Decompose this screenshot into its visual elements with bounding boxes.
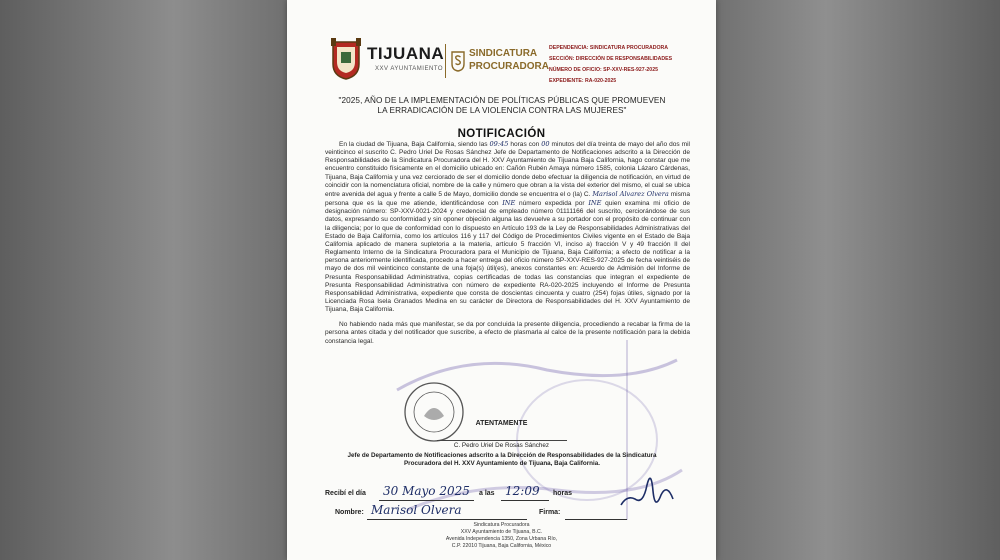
firma-label: Firma: <box>539 509 561 516</box>
body-paragraph-1 <box>325 140 690 314</box>
sindicatura-s-icon <box>451 50 465 72</box>
handwritten-received-name: Marisol Olvera <box>371 503 462 517</box>
handwritten-issuer: INE <box>588 199 602 208</box>
background-right <box>710 0 1000 560</box>
meta-dependencia: DEPENDENCIA: SINDICATURA PROCURADORA <box>549 45 669 51</box>
header-divider <box>445 44 446 78</box>
signer-role: Jefe de Departamento de Notificaciones adscrito a la Dirección de Responsabilidades de la Sindicatura Procuradora del H. XXV Ayuntamiento de Tijuana, Baja California. <box>347 452 657 467</box>
body-p1-b: horas con <box>510 141 540 148</box>
handwritten-hours: 09:45 <box>489 140 509 148</box>
footer-line3: Avenida Independencia 1350, Zona Urbana Río, <box>445 536 558 542</box>
tijuana-shield-logo <box>331 38 361 80</box>
handwritten-minutes: 00 <box>541 140 550 148</box>
handwritten-received-date: 30 Mayo 2025 <box>383 484 470 498</box>
at-label: a las <box>479 490 495 497</box>
handwritten-signature <box>617 465 677 515</box>
brand-city: TIJUANA <box>367 44 445 63</box>
footer-line1: Sindicatura Procuradora <box>473 522 530 528</box>
handwritten-received-time: 12:09 <box>505 484 540 498</box>
body-p1-g: quien examina mi oficio de designación número: SP-XXV-0021-2024 y credencial de empleado número 01111166 del suscrito, cerciorándose de sus datos, expresando su conformidad y sin oponer objeción alguna las devuelve a su portador con el propósito de continuar con la diligencia; por lo que de conformidad con lo dispuesto en Artículo 193 de la Ley de Responsabilidades Administrativas del Estado de Baja California, como los artículos 116 y 117 del Código de Procedimientos Civiles vigente en el Estado de Baja California aplicado de manera supletoria a la materia, artículo 5 fracción VI, inciso a) fracción V y 49 fracción II del Reglamento Interno de la Sindicatura Procuradora para el Municipio de Tijuana, Baja California; a efecto de notificar a la persona anteriormente identificada, procedo a hacer entrega del oficio número SP-XXV-RES-927-2025 de fecha veintiséis de mayo de dos mil veinticinco constante de una foja(s) útil(es), anexos constantes en: Acuerdo de Admisión del Informe de Presunta Responsabilidad Administrativa, copias certificadas de todas las constancias que integran el expediente de Presunta Responsabilidad Administrativa con número de expediente RA-020-2025 incluyendo el Informe de Presunta Responsabilidad Administrativa, expediente que consta de doscientas cincuenta y cuatro (254) fojas útiles, signado por la Licenciada Rosa Isela Granados Medina en su carácter de Directora de Responsabilidades del H. XXV Ayuntamiento de Tijuana, Baja California. <box>325 200 691 314</box>
background-left <box>0 0 290 560</box>
atentamente-label: ATENTAMENTE <box>475 420 528 427</box>
slogan-line1: "2025, AÑO DE LA IMPLEMENTACIÓN DE POLÍTICAS PÚBLICAS QUE PROMUEVEN <box>338 96 666 105</box>
signature-line <box>437 440 567 441</box>
body-p1-d: misma persona que es la que me atiende, identificándose con <box>325 190 690 208</box>
brand-city-sub: XXV AYUNTAMIENTO <box>375 66 444 72</box>
handwritten-person: Marisol Alvarez Olvera <box>592 189 669 198</box>
firma-line <box>565 519 627 520</box>
hours-label: horas <box>553 490 573 497</box>
body-paragraph-2: No habiendo nada más que manifestar, se da por concluida la presente diligencia, procediendo a recabar la firma de la persona antes citada y del notificador que suscribe, a efecto de plasmarla al calce de la presente notificación para la debida constancia legal. <box>325 321 690 345</box>
name-line <box>367 519 527 520</box>
document-page <box>287 0 716 560</box>
meta-seccion: SECCIÓN: DIRECCIÓN DE RESPONSABILIDADES <box>549 56 673 62</box>
slogan-line2: LA ERRADICACIÓN DE LA VIOLENCIA CONTRA LAS MUJERES" <box>377 106 627 115</box>
meta-expediente: EXPEDIENTE: RA-020-2025 <box>549 78 617 84</box>
official-seal <box>402 380 466 444</box>
sindicatura-line2: PROCURADORA <box>469 61 549 72</box>
notification-body <box>325 140 690 353</box>
body-p1-e: número <box>519 200 542 208</box>
document-title: NOTIFICACIÓN <box>457 128 546 140</box>
body-p1-f: expedida por <box>544 200 585 208</box>
sindicatura-line1: SINDICATURA <box>469 48 538 59</box>
footer-line4: C.P. 22010 Tijuana, Baja California, México <box>451 543 552 549</box>
body-p1-c: minutos del día treinta de mayo del año dos mil veinticinco el suscrito C. Pedro Uriel De Rosas Sánchez Jefe de Departamento de Notificaciones adscrito a la Dirección de Responsabilidades de la Sindicatura Procuradora del H. XXV Ayuntamiento de Tijuana Baja California, hago constar que me encuentro constituido físicamente en el domicilio ubicado en: Cañón Rubén Amaya número 1585, colonia Lázaro Cárdenas, Tijuana, Baja California y una vez cerciorado de ser el domicilio donde debo efectuar la diligencia de notificación, en virtud de coincidir con la nomenclatura oficial, nombre de la calle y número que obran a la vista del exterior del mismo, el cual se ubica entre avenida del agua y frente a calle 5 de Mayo, domicilio donde se encuentra el o (la) C. <box>325 141 690 198</box>
footer-line2: XXV Ayuntamiento de Tijuana, B.C. <box>460 529 543 535</box>
received-label: Recibí el día <box>325 490 366 497</box>
handwritten-document: INE <box>502 199 516 208</box>
meta-oficio: NÚMERO DE OFICIO: SP-XXV-RES-927-2025 <box>549 67 658 73</box>
received-date-line <box>379 500 474 501</box>
body-p1-a: En la ciudad de Tijuana, Baja California, siendo las <box>339 141 488 148</box>
signer-name: C. Pedro Uriel De Rosas Sánchez <box>453 442 550 449</box>
received-time-line <box>501 500 549 501</box>
name-label: Nombre: <box>335 509 364 516</box>
